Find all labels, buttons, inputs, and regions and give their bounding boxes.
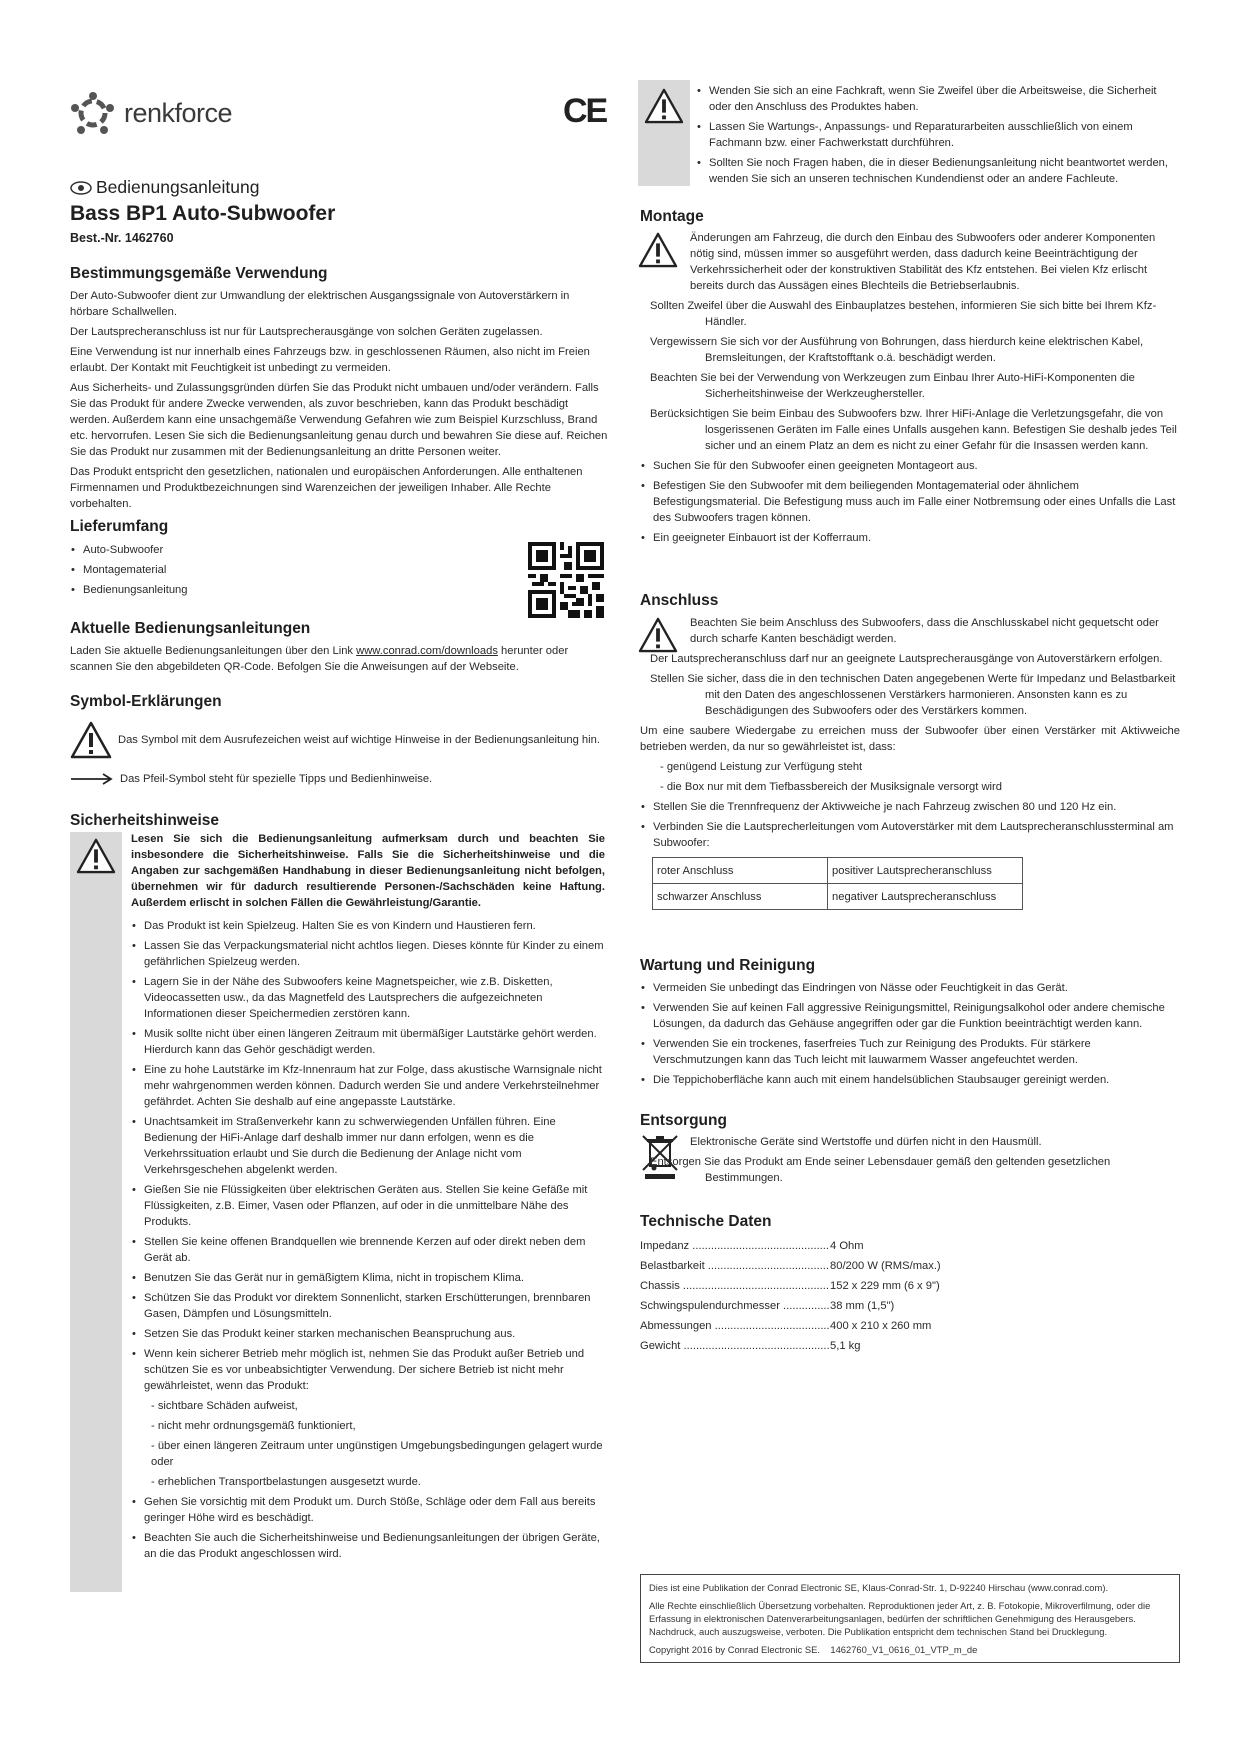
mounting-warning: Berücksichtigen Sie beim Einbau des Subwoofers bzw. Ihrer HiFi-Anlage die Verletzungsgefahr, die von losgerissenen Geräten im Falle eines Unfalls ausgehen kann. Befestigen Sie deshalb jedes Teil sicher und an einem Platz an dem es nicht zu einer Gefahr für die Insassen werden kann.	[650, 408, 1177, 452]
mounting-title: Montage	[640, 208, 704, 225]
order-number: Best.-Nr. 1462760	[70, 231, 174, 245]
safety-item: • Lagern Sie in der Nähe des Subwoofers keine Magnetspeicher, wie z.B. Disketten, Videocassetten usw., da das Magnetfeld des Lautsprechers die aufgezeichneten Informationen dieser Speichermedien zerstören kann.	[131, 974, 605, 1022]
safety-condition: - erheblichen Transportbelastungen ausgesetzt wurde.	[151, 1476, 421, 1488]
spec-row	[640, 1256, 1180, 1276]
safety-item: • Setzen Sie das Produkt keiner starken mechanischen Beanspruchung aus.	[131, 1326, 605, 1342]
spec-value: 80/200 W (RMS/max.)	[830, 1260, 941, 1272]
maintenance-item: • Verwenden Sie ein trockenes, faserfreies Tuch zur Reinigung des Produkts. Für stärkere Verschmutzungen kann das Tuch leicht mit lauwarmem Wasser angefeuchtet werden.	[640, 1036, 1180, 1068]
renkforce-logo-icon	[68, 90, 118, 136]
terminal-table	[652, 857, 1023, 910]
specs-section	[640, 1213, 1180, 1356]
terminal-cell: roter Anschluss	[653, 858, 828, 884]
maintenance-title: Wartung und Reinigung	[640, 957, 816, 974]
brand-name: renkforce	[124, 97, 233, 128]
safety-title: Sicherheitshinweise	[70, 812, 220, 829]
intended-use-p5: Das Produkt entspricht den gesetzlichen, nationalen und europäischen Anforderungen. Alle enthaltenen Firmennamen und Produktbezeichnungen sind Warenzeichen der jeweiligen Inhaber. Alle Rechte vorbehalten.	[70, 466, 583, 510]
imprint-publisher: Dies ist eine Publikation der Conrad Electronic SE, Klaus-Conrad-Str. 1, D-92240 Hirschau (www.conrad.com).	[649, 1582, 1109, 1593]
terminal-cell: positiver Lautsprecheranschluss	[828, 858, 1023, 884]
safety-condition: - über einen längeren Zeitraum unter ungünstigen Umgebungsbedingungen gelagert wurde oder	[151, 1440, 603, 1468]
maintenance-item: • Verwenden Sie auf keinen Fall aggressive Reinigungsmittel, Reinigungsalkohol oder andere chemische Lösungen, da dadurch das Gehäuse angegriffen oder gar die Funktion beeinträchtigt werden kann.	[640, 1000, 1180, 1032]
imprint-rights: Alle Rechte einschließlich Übersetzung vorbehalten. Reproduktionen jeder Art, z. B. Fotokopie, Mikroverfilmung, oder die Erfassung in elektronischen Datenverarbeitungsanlagen, bedürfen der schriftlichen Genehmigung des Herausgebers. Nachdruck, auch auszugsweise, verboten. Die Publikation entspricht dem technischen Stand bei Drucklegung.	[649, 1600, 1151, 1637]
current-manuals-text	[70, 643, 610, 675]
safety-item: • Gießen Sie nie Flüssigkeiten über elektrischen Geräten aus. Stellen Sie keine Gefäße mit Flüssigkeiten, z.B. Eimer, Vasen oder Pflanzen, auf oder in die unmittelbare Nähe des Produkts.	[131, 1182, 605, 1230]
maintenance-item: • Vermeiden Sie unbedingt das Eindringen von Nässe oder Feuchtigkeit in das Gerät.	[640, 980, 1180, 996]
scope-item: • Montagematerial	[70, 562, 610, 578]
safety-continued	[696, 83, 1176, 191]
mounting-warning: Änderungen am Fahrzeug, die durch den Einbau des Subwoofers oder anderer Komponenten nötig sind, müssen immer so ausgeführt werden, dass dadurch keine Beeinträchtigung der Verkehrssicherheit oder der konstruktiven Stabilität des Kfz entstehen. Bei vielen Kfz erlischt bereits durch das Aussägen eines Blechteils die Betriebserlaubnis.	[690, 232, 1156, 292]
intended-use-p1: Der Auto-Subwoofer dient zur Umwandlung der elektrischen Ausgangssignale von Autoverstärkern in hörbare Schallwellen.	[70, 290, 570, 318]
spec-value: 38 mm (1,5")	[830, 1300, 895, 1312]
maintenance-section	[640, 957, 1180, 1092]
safety-item: • Eine zu hohe Lautstärke im Kfz-Innenraum hat zur Folge, dass akustische Warnsignale nicht mehr wahrgenommen werden können. Dadurch werden Sie und andere Verkehrsteilnehmer gefährdet. Achten Sie deshalb auf eine angepasste Lautstärke.	[131, 1062, 605, 1110]
safety-item: • Lassen Sie das Verpackungsmaterial nicht achtlos liegen. Dieses könnte für Kinder zu einem gefährlichen Spielzeug werden.	[131, 938, 605, 970]
safety-item: • Unachtsamkeit im Straßenverkehr kann zu schwerwiegenden Unfällen führen. Eine Bedienung der HiFi-Anlage darf deshalb immer nur dann erfolgen, wenn es die Verkehrssituation erlaubt und Sie durch die Bedienung der Anlage nicht vom Verkehrsgeschehen abgelenkt werden.	[131, 1114, 605, 1178]
spec-row	[640, 1276, 1180, 1296]
intended-use-p3: Eine Verwendung ist nur innerhalb eines Fahrzeugs bzw. in geschlossenen Räumen, also nicht im Freien erlaubt. Der Kontakt mit Feuchtigkeit ist unbedingt zu vermeiden.	[70, 346, 590, 374]
mounting-item: • Befestigen Sie den Subwoofer mit dem beiliegenden Montagematerial oder ähnlichem Befestigungsmaterial. Die Befestigung muss auch im Falle einer Notbremsung oder eines Unfalls die Last des Subwoofers tragen können.	[640, 478, 1180, 526]
arrow-symbol-text: Das Pfeil-Symbol steht für spezielle Tipps und Bedienhinweise.	[120, 773, 433, 785]
qr-code[interactable]	[528, 542, 604, 618]
safety-section	[70, 812, 610, 830]
spec-key: Belastbarkeit .....	[640, 1256, 830, 1276]
safety-item: • Beachten Sie auch die Sicherheitshinweise und Bedienungsanleitungen der übrigen Geräte, an die das Produkt angeschlossen wird.	[131, 1530, 605, 1562]
safety-condition: - nicht mehr ordnungsgemäß funktioniert,	[151, 1420, 356, 1432]
terminal-cell: negativer Lautsprecheranschluss	[828, 884, 1023, 910]
warning-triangle-icon	[76, 838, 116, 874]
connection-warning: Beachten Sie beim Anschluss des Subwoofers, dass die Anschlusskabel nicht gequetscht oder durch scharfe Kanten beschädigt werden.	[690, 617, 1159, 645]
disposal-line: Elektronische Geräte sind Wertstoffe und dürfen nicht in den Hausmüll.	[690, 1136, 1042, 1148]
spec-row	[640, 1236, 1180, 1256]
safety-content	[131, 831, 605, 1566]
intended-use-section	[70, 265, 610, 512]
connection-warning: Stellen Sie sicher, dass die in den technischen Daten angegebenen Werte für Impedanz und Belastbarkeit mit den Daten des angeschlossenen Verstärkers harmonieren. Ansonsten kann es zu Beschädigungen des Subwoofers oder des Verstärkers kommen.	[650, 673, 1176, 717]
current-manuals-title: Aktuelle Bedienungsanleitungen	[70, 620, 311, 637]
spec-key: Abmessungen .....	[640, 1316, 830, 1336]
connection-content	[640, 615, 1180, 910]
spec-row	[640, 1296, 1180, 1316]
product-title: Bass BP1 Auto-Subwoofer	[70, 202, 336, 225]
intended-use-p2: Der Lautsprecheranschluss ist nur für Lautsprecherausgänge von solchen Geräten zugelassen.	[70, 326, 543, 338]
spec-value: 152 x 229 mm (6 x 9")	[830, 1280, 940, 1292]
imprint-box	[640, 1574, 1180, 1663]
safety-item: • Gehen Sie vorsichtig mit dem Produkt um. Durch Stöße, Schläge oder dem Fall aus bereits geringer Höhe wird es beschädigt.	[131, 1494, 605, 1526]
scope-item: • Auto-Subwoofer	[70, 542, 610, 558]
read-manual-eye-icon	[70, 181, 92, 195]
spec-value: 4 Ohm	[830, 1240, 864, 1252]
symbols-section	[70, 693, 610, 787]
safety-warning-bar	[70, 832, 122, 1592]
disposal-title: Entsorgung	[640, 1112, 727, 1129]
spec-row	[640, 1316, 1180, 1336]
connection-title: Anschluss	[640, 592, 719, 609]
ce-mark: CE	[563, 92, 607, 130]
terminal-cell: schwarzer Anschluss	[653, 884, 828, 910]
safety-item: • Musik sollte nicht über einen längeren Zeitraum mit übermäßiger Lautstärke gehört werden. Hierdurch kann das Gehör geschädigt werden.	[131, 1026, 605, 1058]
connection-condition: - die Box nur mit dem Tiefbassbereich der Musiksignale versorgt wird	[660, 781, 1002, 793]
connection-item: • Stellen Sie die Trennfrequenz der Aktivweiche je nach Fahrzeug zwischen 80 und 120 Hz ein.	[640, 799, 1180, 815]
connection-item: • Verbinden Sie die Lautsprecherleitungen vom Autoverstärker mit dem Lautsprecheranschlussterminal am Subwoofer:	[640, 819, 1180, 851]
safety-item: • Benutzen Sie das Gerät nur in gemäßigtem Klima, nicht in tropischem Klima.	[131, 1270, 605, 1286]
mounting-warning: Beachten Sie bei der Verwendung von Werkzeugen zum Einbau Ihrer Auto-HiFi-Komponenten die Sicherheitshinweise der Werkzeughersteller.	[650, 372, 1135, 400]
connection-paragraph: Um eine saubere Wiedergabe zu erreichen muss der Subwoofer über einen Verstärker mit Aktivweiche betrieben werden, da nur so gewährleistet ist, dass:	[640, 725, 1180, 753]
mounting-warning: Sollten Zweifel über die Auswahl des Einbauplatzes bestehen, informieren Sie sich bitte bei Ihrem Kfz-Händler.	[650, 300, 1157, 328]
safety-item: • Schützen Sie das Produkt vor direktem Sonnenlicht, starken Erschütterungen, brennbaren Gasen, Dämpfen und Lösungsmitteln.	[131, 1290, 605, 1322]
arrow-right-icon	[70, 772, 114, 786]
table-row	[653, 884, 1023, 910]
imprint-copyright-line	[649, 1643, 1171, 1656]
mounting-content	[640, 230, 1180, 550]
current-manuals-section	[70, 620, 610, 675]
spec-key: Schwingspulendurchmesser .....	[640, 1296, 830, 1316]
spec-value: 5,1 kg	[830, 1340, 861, 1352]
imprint-code: 1462760_V1_0616_01_VTP_m_de	[830, 1644, 978, 1655]
disposal-content	[640, 1134, 1180, 1190]
safety-intro: Lesen Sie sich die Bedienungsanleitung aufmerksam durch und beachten Sie insbesondere die Sicherheitshinweise. Falls Sie die Sicherheitshinweise und die Angaben zur sachgemäßen Handhabung in dieser Bedienungsanleitung nicht befolgen, übernehmen wir für dadurch resultierende Personen-/Sachschäden keine Haftung. Außerdem erlischt in solchen Fällen die Gewährleistung/Garantie.	[131, 833, 605, 909]
warning-symbol-text: Das Symbol mit dem Ausrufezeichen weist auf wichtige Hinweise in der Bedienungsanleitung hin.	[118, 734, 600, 746]
spec-value: 400 x 210 x 260 mm	[830, 1320, 932, 1332]
symbols-title: Symbol-Erklärungen	[70, 693, 222, 710]
safety-item: • Lassen Sie Wartungs-, Anpassungs- und Reparaturarbeiten ausschließlich von einem Fachmann bzw. einer Fachwerkstatt durchführen.	[696, 119, 1176, 151]
intended-use-title: Bestimmungsgemäße Verwendung	[70, 265, 328, 282]
connection-warning: Der Lautsprecheranschluss darf nur an geeignete Lautsprecherausgänge von Autoverstärkern erfolgen.	[650, 653, 1163, 665]
safety-condition: - sichtbare Schäden aufweist,	[151, 1400, 298, 1412]
document-header	[70, 177, 610, 245]
safety-item: • Sollten Sie noch Fragen haben, die in dieser Bedienungsanleitung nicht beantwortet werden, wenden Sie sich an unseren technischen Kundendienst oder an andere Fachleute.	[696, 155, 1176, 187]
mounting-warning: Vergewissern Sie sich vor der Ausführung von Bohrungen, dass hierdurch keine elektrischen Kabel, Bremsleitungen, der Kraftstofftank o.ä. beschädigt werden.	[650, 336, 1144, 364]
scope-title: Lieferumfang	[70, 518, 169, 535]
spec-row	[640, 1336, 1180, 1356]
spec-key: Chassis .....	[640, 1276, 830, 1296]
disposal-section	[640, 1112, 1180, 1130]
spec-key: Gewicht .....	[640, 1336, 830, 1356]
connection-condition: - genügend Leistung zur Verfügung steht	[660, 761, 863, 773]
intended-use-p4: Aus Sicherheits- und Zulassungsgründen dürfen Sie das Produkt nicht umbauen und/oder verändern. Falls Sie das Produkt für andere Zwecke verwenden, als zuvor beschrieben, kann das Produkt beschädigt werden. Außerdem kann eine unsachgemäße Verwendung Gefahren wie zum Beispiel Kurzschluss, Brand etc. hervorrufen. Lesen Sie sich die Bedienungsanleitung genau durch und bewahren Sie diese auf. Reichen Sie das Produkt nur zusammen mit der Bedienungsanleitung an dritte Personen weiter.	[70, 382, 608, 458]
table-row	[653, 858, 1023, 884]
doc-type: Bedienungsanleitung	[96, 177, 260, 197]
mounting-section	[640, 208, 1180, 226]
imprint-copyright: Copyright 2016 by Conrad Electronic SE.	[649, 1644, 820, 1655]
safety-item: • Wenden Sie sich an eine Fachkraft, wenn Sie Zweifel über die Arbeitsweise, die Sicherheit oder den Anschluss des Produktes haben.	[696, 83, 1176, 115]
mounting-item: • Ein geeigneter Einbauort ist der Kofferraum.	[640, 530, 1180, 546]
safety-item: • Stellen Sie keine offenen Brandquellen wie brennende Kerzen auf oder direkt neben dem Gerät ab.	[131, 1234, 605, 1266]
brand-logo	[68, 88, 268, 138]
connection-section	[640, 592, 1180, 610]
current-manuals-text-before: Laden Sie aktuelle Bedienungsanleitungen über den Link	[70, 645, 357, 657]
maintenance-item: • Die Teppichoberfläche kann auch mit einem handelsüblichen Staubsauger gereinigt werden.	[640, 1072, 1180, 1088]
safety-item: • Wenn kein sicherer Betrieb mehr möglich ist, nehmen Sie das Produkt außer Betrieb und schützen Sie es vor unbeabsichtigter Verwendung. Der sichere Betrieb ist nicht mehr gewährleistet, wenn das Produkt:	[131, 1346, 605, 1394]
spec-key: Impedanz .....	[640, 1236, 830, 1256]
mounting-item: • Suchen Sie für den Subwoofer einen geeigneten Montageort aus.	[640, 458, 1180, 474]
current-manuals-text-after: herunter oder scannen Sie den abgebildeten QR-Code. Befolgen Sie die Anweisungen auf der Webseite.	[70, 645, 569, 673]
download-link[interactable]: www.conrad.com/downloads	[356, 645, 498, 657]
specs-title: Technische Daten	[640, 1213, 772, 1230]
warning-triangle-icon	[644, 88, 684, 124]
warning-triangle-icon	[70, 721, 112, 759]
scope-item: • Bedienungsanleitung	[70, 582, 610, 598]
disposal-line: Entsorgen Sie das Produkt am Ende seiner Lebensdauer gemäß den geltenden gesetzlichen Bestimmungen.	[650, 1156, 1111, 1184]
safety-item: • Das Produkt ist kein Spielzeug. Halten Sie es von Kindern und Haustieren fern.	[131, 918, 605, 934]
